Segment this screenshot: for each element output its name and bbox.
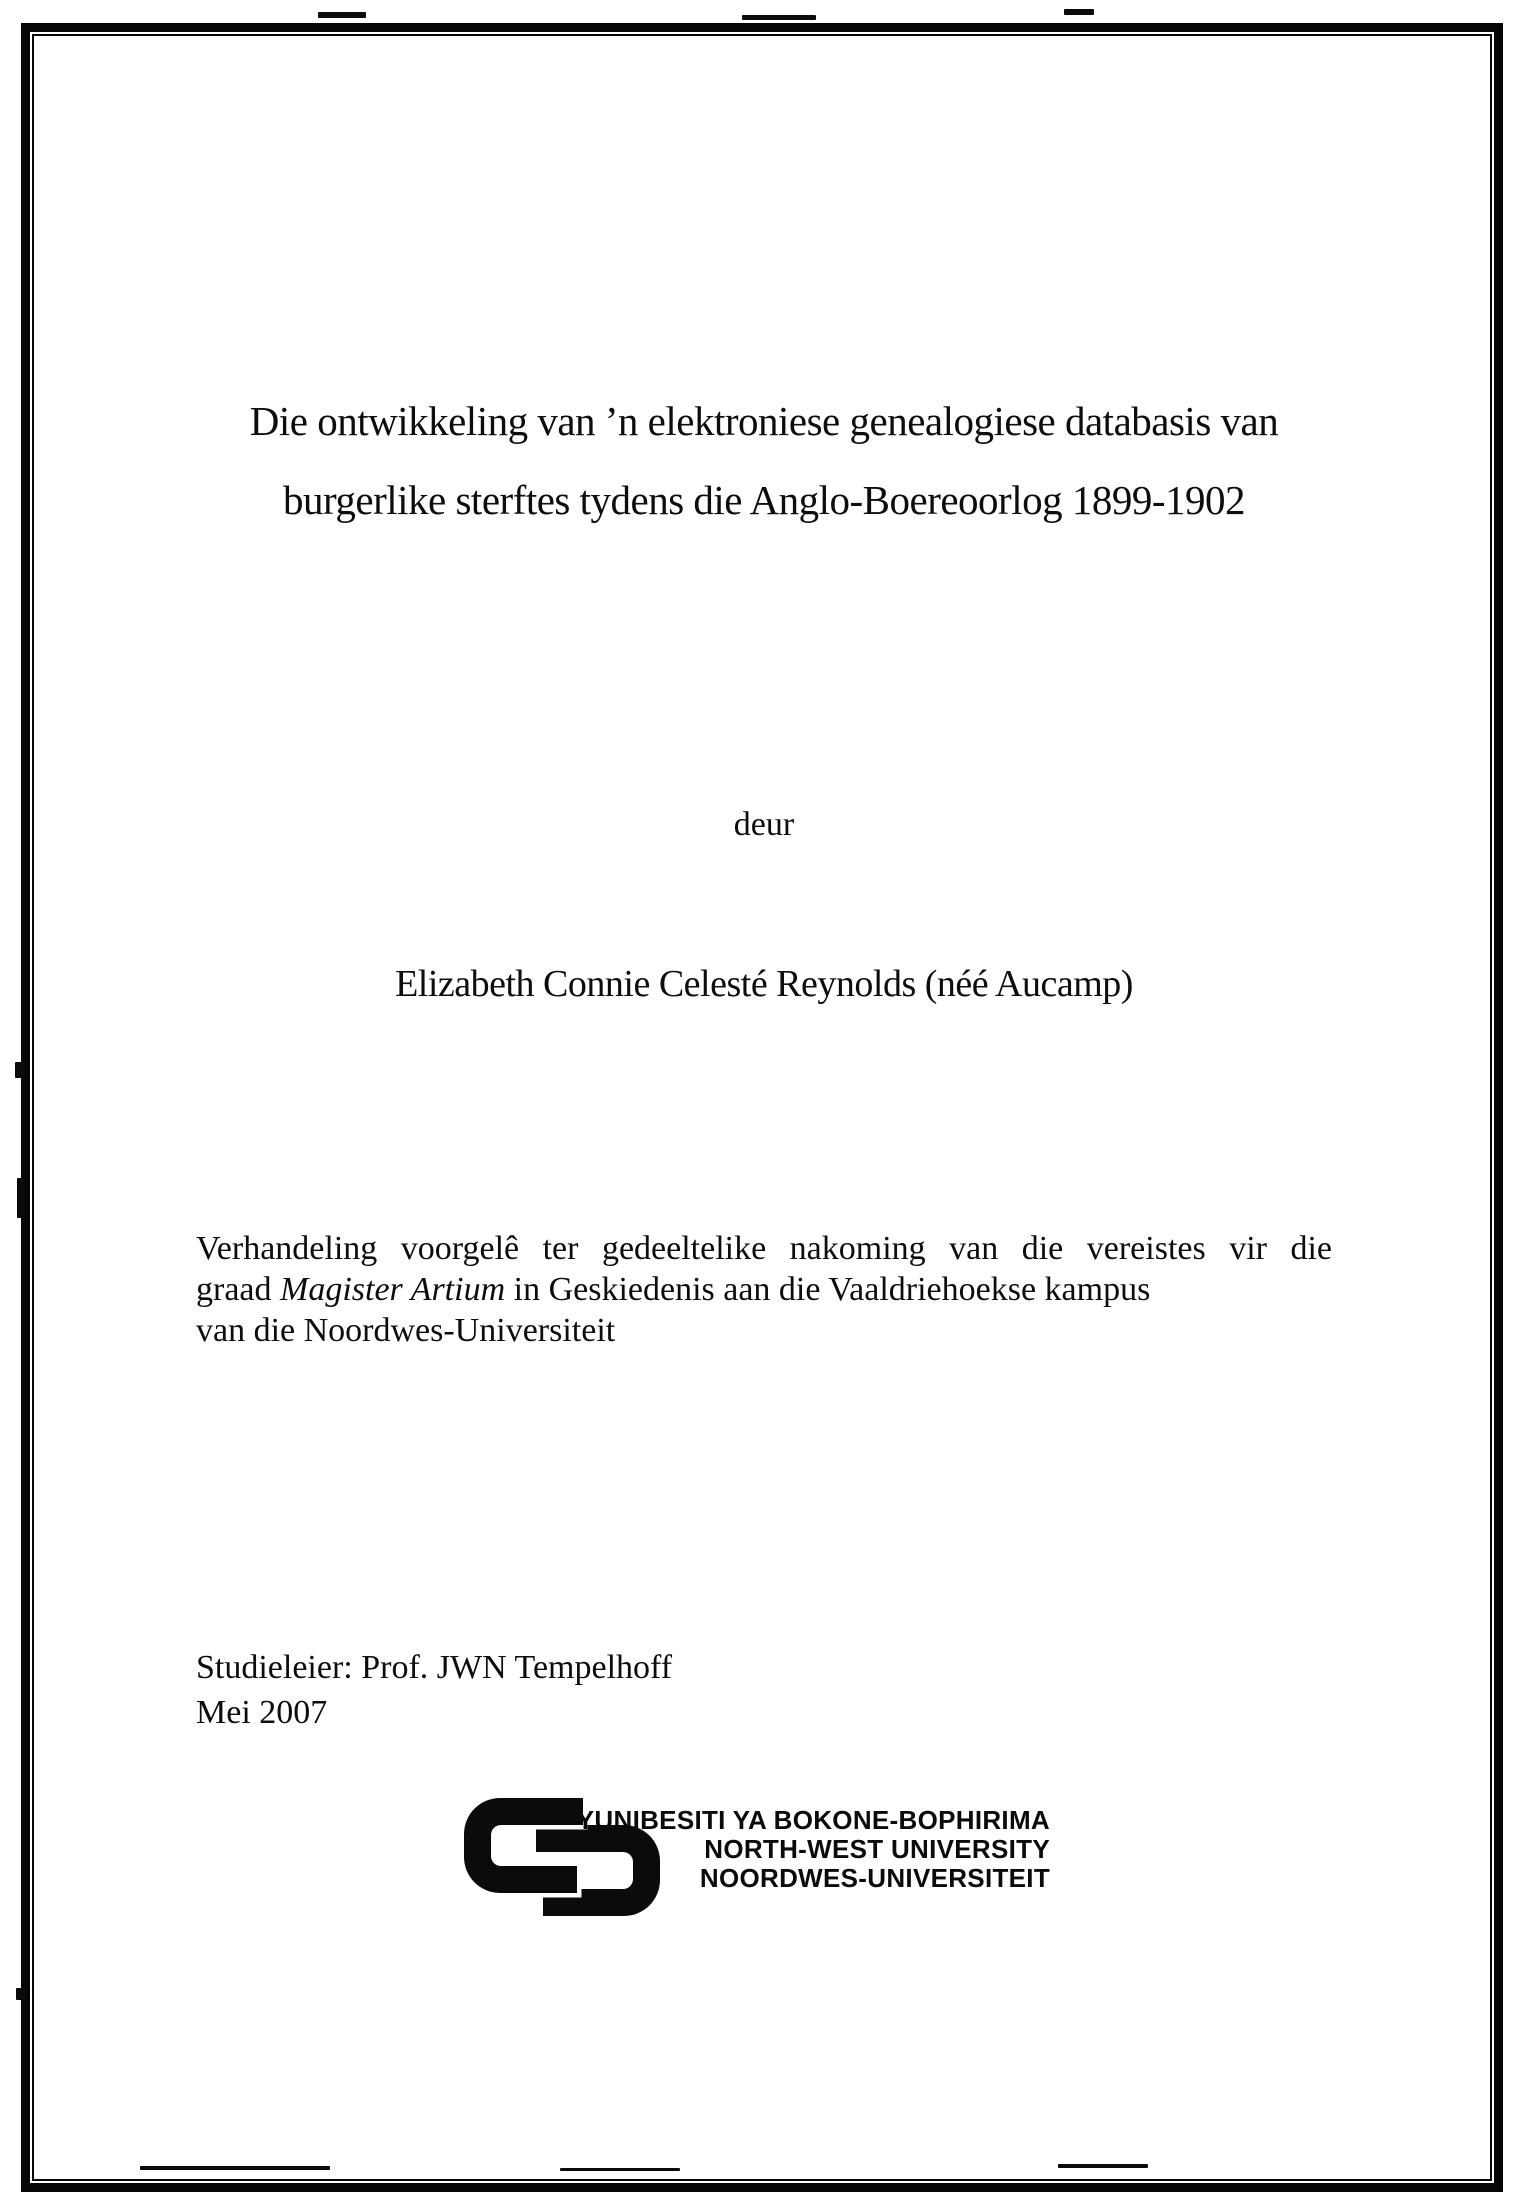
supervisor-block — [196, 1645, 672, 1735]
thesis-title-line-1: Die ontwikkeling van ’n elektroniese genealogiese databasis van — [249, 398, 1279, 444]
university-logo-text — [577, 1806, 1050, 1893]
scan-artifact — [560, 2168, 680, 2171]
scan-artifact — [318, 12, 366, 18]
scan-artifact — [1058, 2164, 1148, 2168]
degree-name-italic: Magister Artium — [280, 1271, 506, 1308]
byline-label: deur — [733, 806, 795, 843]
supervisor-line: Studieleier: Prof. JWN Tempelhoff — [196, 1649, 673, 1686]
submission-line-2 — [196, 1269, 1332, 1310]
scan-artifact — [140, 2166, 330, 2170]
scan-artifact — [15, 1062, 24, 1078]
thesis-title — [196, 394, 1332, 527]
submission-statement — [196, 1228, 1332, 1351]
scan-artifact — [1064, 9, 1094, 15]
submission-line-1: Verhandeling voorgelê ter gedeeltelike nakoming van die vereistes vir die — [196, 1230, 1332, 1267]
logo-text-line-1: YUNIBESITI YA BOKONE-BOPHIRIMA — [576, 1805, 1050, 1835]
submission-line-2-prefix: graad — [196, 1271, 281, 1308]
author-name: Elizabeth Connie Celesté Reynolds (néé Aucamp) — [395, 963, 1133, 1005]
university-logo — [464, 1798, 1064, 1938]
scan-artifact — [742, 15, 816, 20]
logo-text-line-3: NOORDWES-UNIVERSITEIT — [699, 1863, 1050, 1893]
scan-artifact — [16, 1988, 26, 2000]
logo-text-line-2: NORTH-WEST UNIVERSITY — [704, 1834, 1050, 1864]
submission-line-3: van die Noordwes-Universiteit — [196, 1312, 616, 1349]
scan-artifact — [17, 1178, 24, 1218]
date-line: Mei 2007 — [196, 1694, 328, 1731]
submission-line-2-suffix: in Geskiedenis aan die Vaaldriehoekse kampus — [505, 1271, 1151, 1308]
thesis-title-line-2: burgerlike sterftes tydens die Anglo-Boereoorlog 1899-1902 — [282, 477, 1245, 523]
